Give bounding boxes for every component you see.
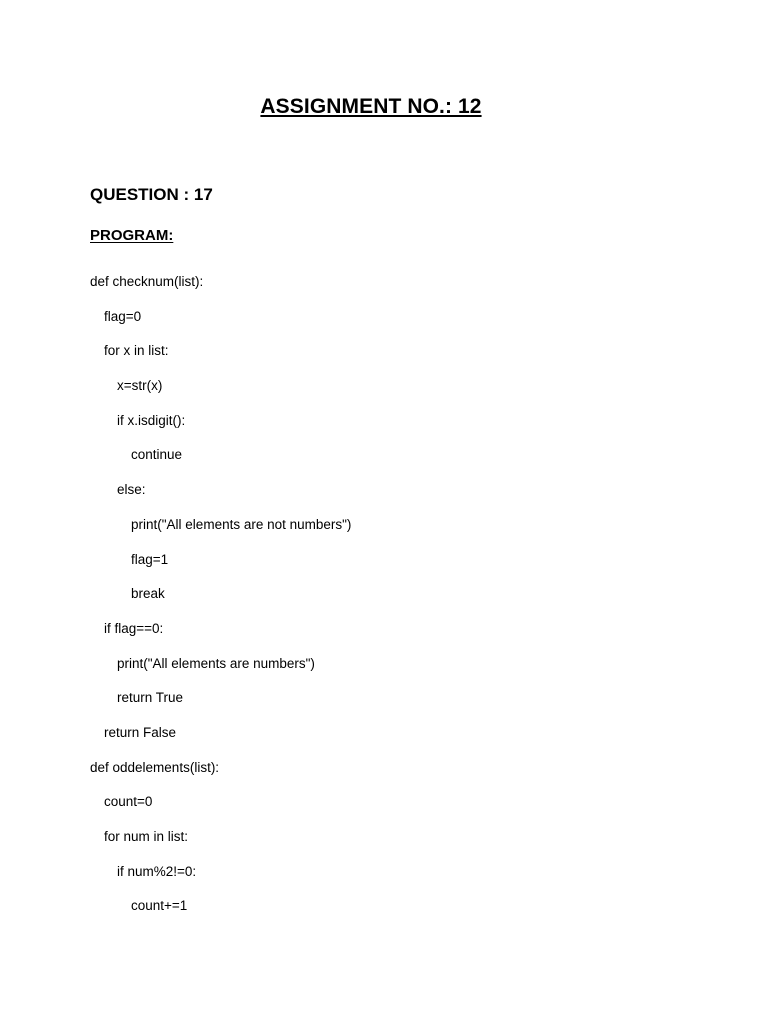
code-line: x=str(x) [117, 378, 163, 394]
code-line: flag=1 [131, 551, 169, 567]
code-block [90, 265, 351, 924]
code-line: break [131, 586, 165, 602]
code-line: if x.isdigit(): [117, 412, 186, 428]
code-line: def checknum(list): [90, 274, 204, 289]
code-line: return False [104, 724, 177, 740]
code-line: if flag==0: [104, 620, 164, 636]
code-line: count+=1 [131, 898, 188, 914]
code-line: print("All elements are not numbers") [131, 516, 352, 532]
code-line: if num%2!=0: [117, 863, 197, 879]
code-line: else: [117, 482, 146, 498]
assignment-title: ASSIGNMENT NO.: 12 [260, 95, 482, 118]
question-heading: QUESTION : 17 [90, 185, 213, 204]
code-line: for num in list: [104, 829, 189, 844]
program-label: PROGRAM: [90, 227, 174, 244]
code-line: count=0 [104, 794, 153, 810]
code-line: for x in list: [104, 343, 169, 359]
code-line: def oddelements(list): [90, 759, 220, 775]
code-line: continue [131, 447, 183, 463]
code-line: return True [117, 690, 184, 706]
code-line: print("All elements are numbers") [117, 655, 315, 671]
code-line: flag=0 [104, 308, 142, 324]
